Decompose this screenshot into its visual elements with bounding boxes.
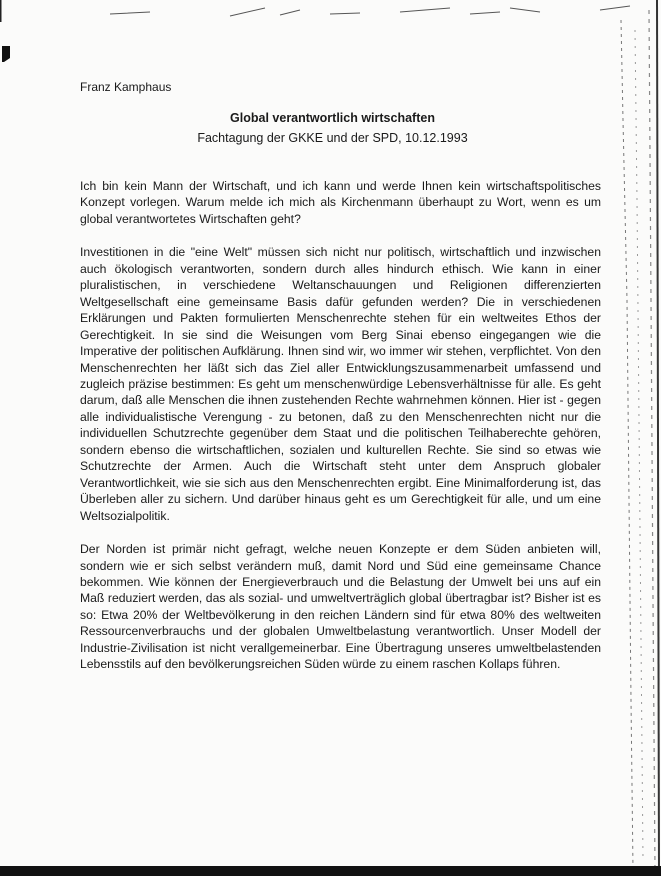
scan-bottom-edge <box>0 866 661 876</box>
author-name: Franz Kamphaus <box>80 80 172 94</box>
paragraph: Ich bin kein Mann der Wirtschaft, und ich kann und werde Ihnen kein wirtschaftspolitisches Konzept vorlegen. Warum melde ich mich als Kirchenmann überhaupt zu Wort, wenn es um global verantwortetes Wirtschaften geht? <box>80 179 601 226</box>
scan-top-artifact <box>0 0 661 22</box>
scan-left-artifact <box>0 40 22 80</box>
paragraph: Der Norden ist primär nicht gefragt, welche neuen Konzepte er dem Süden anbieten will, sondern wie er sich selbst verändern muß, damit Nord und Süd eine gemeinsame Chance bekommen. Wie können der Energieverbrauch und die Belastung der Umwelt bei uns auf ein Maß reduziert werden, das als sozial- und umweltverträglich global übertragbar ist? Bisher ist es so: Etwa 20% der Weltbevölkerung in den reichen Ländern sind für etwa 80% des weltweiten Ressourcenverbrauchs und der globalen Umweltbelastung verantwortlich. Unser Modell der Industrie-Zivilisation ist nicht verallgemeinerbar. Eine Übertragung unseres umweltbelastenden Lebensstils auf den bevölkerungsreichen Süden würde zu einem raschen Kollaps führen. <box>80 542 601 672</box>
title-block <box>60 108 605 148</box>
body-text <box>80 178 601 690</box>
paragraph: Investitionen in die "eine Welt" müssen sich nicht nur politisch, wirtschaftlich und inzwischen auch ökologisch verantworten, sondern durch alles hindurch ethisch. Wie kann in einer pluralistischen, in verschiedene Weltanschauungen und Religionen differenzierten Weltgesellschaft eine gemeinsame Basis dafür gefunden werden? Die in verschiedenen Erklärungen und Pakten formulierten Menschenrechte stehen für ein weltweites Ethos der Gerechtigkeit. In sie sind die Weisungen vom Berg Sinai ebenso eingegangen wie die Imperative der politischen Aufklärung. Ihnen sind wir, wo immer wir stehen, verpflichtet. Von den Menschenrechten her läßt sich das Ziel aller Entwicklungszusammenarbeit umfassend und zugleich präzise bestimmen: Es geht um menschenwürdige Lebensverhältnisse für alle. Es geht darum, daß alle Menschen die ihnen zustehenden Rechte wahrnehmen können. Hier ist - gegen alle individualistische Verengung - zu betonen, daß zu den Menschenrechten nicht nur die individuellen Schutzrechte gegenüber dem Staat und die politischen Teilhaberechte gehören, sondern ebenso die wirtschaftlichen, sozialen und kulturellen Rechte. Sie sind so etwas wie Schutzrechte der Armen. Auch die Wirtschaft steht unter dem Anspruch globaler Verantwortlichkeit, wie sie sich aus den Menschenrechten ergibt. Eine Minimalforderung ist, das Überleben aller zu sichern. Und darüber hinaus geht es um Gerechtigkeit für alle, und um eine Weltsozialpolitik. <box>80 245 601 523</box>
document-subtitle: Fachtagung der GKKE und der SPD, 10.12.1993 <box>197 131 468 145</box>
document-title: Global verantwortlich wirtschaften <box>230 111 435 125</box>
